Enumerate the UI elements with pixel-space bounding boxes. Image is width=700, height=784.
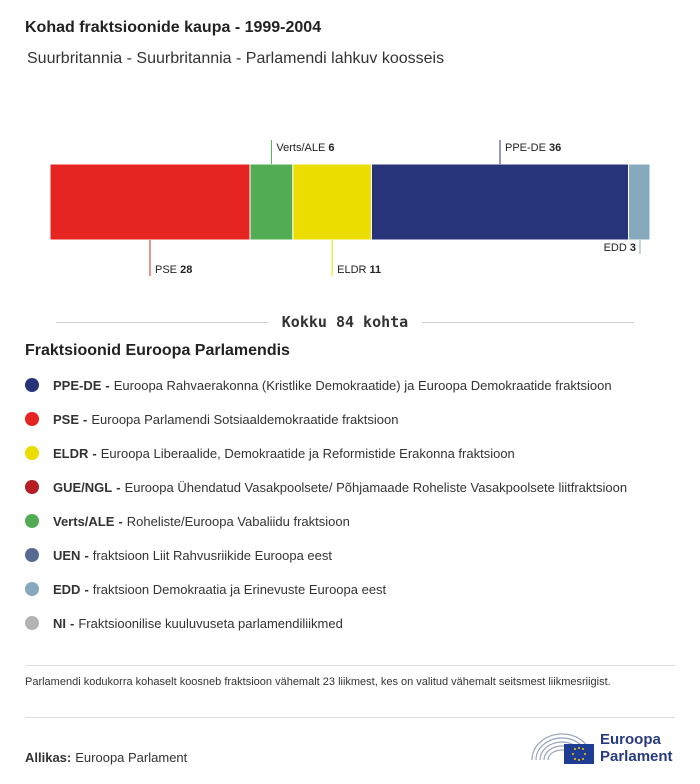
bar-value-label [604,242,636,254]
legend-swatch [25,582,39,596]
legend-separator: - [84,547,89,563]
bar-segment [371,164,628,240]
bar-label-value: 36 [549,142,562,154]
legend-item [25,436,690,470]
bar-label-name: PSE [155,264,181,276]
legend-swatch [25,548,39,562]
source-line [25,750,187,765]
bar-label-name: PPE-DE [505,142,550,154]
legend-abbr: UEN [53,547,81,563]
legend-title: Fraktsioonid Euroopa Parlamendis [25,342,290,359]
source-value: Euroopa Parlament [75,750,188,765]
footnote: Parlamendi kodukorra kohaselt koosneb fraktsioon vähemalt 23 liikmest, kes on valitud vähemalt seitsmest liikmesriigist. [25,676,611,688]
chart-title: Kohad fraktsioonide kaupa - 1999-2004 [25,19,322,36]
legend-separator: - [118,513,123,529]
bar-value-label [276,142,334,154]
bar-label-value: 6 [328,142,335,154]
legend-item [25,538,690,572]
legend-item [25,402,690,436]
bar-label-value: 28 [180,264,193,276]
bar-segment [629,164,650,240]
legend-separator: - [92,445,97,461]
legend-abbr: GUE/NGL [53,479,113,495]
logo-line-1: Euroopa [600,731,661,748]
footnote-bottom-divider [25,717,675,718]
bar-value-label [505,142,561,154]
bar-segment [50,164,250,240]
total-seats-label: Kokku 84 kohta [281,313,409,331]
legend-swatch [25,446,39,460]
legend-description: Roheliste/Euroopa Vabaliidu fraktsioon [126,513,350,529]
legend-description: Fraktsioonilise kuuluvuseta parlamendiliikmed [78,615,343,631]
bar-label-name: Verts/ALE [276,142,329,154]
group-legend [25,368,690,640]
legend-abbr: NI [53,615,66,631]
european-parliament-logo [528,728,688,768]
logo-wordmark [600,731,673,765]
legend-item [25,572,690,606]
bar-value-label [155,264,192,276]
total-left-rule [56,322,268,323]
footnote-top-divider [25,665,675,666]
legend-description: Euroopa Liberaalide, Demokraatide ja Reformistide Erakonna fraktsioon [100,445,515,461]
legend-item [25,504,690,538]
chart-subtitle: Suurbritannia - Suurbritannia - Parlamendi lahkuv koosseis [27,50,445,67]
seat-bar-chart [0,130,700,290]
bar-segment [250,164,293,240]
bar-label-name: EDD [603,242,630,254]
legend-separator: - [83,411,88,427]
legend-description: Euroopa Parlamendi Sotsiaaldemokraatide fraktsioon [91,411,399,427]
legend-description: Euroopa Ühendatud Vasakpoolsete/ Põhjamaade Roheliste Vasakpoolsete liitfraktsioon [124,479,628,495]
legend-abbr: PPE-DE [53,377,102,393]
legend-separator: - [84,581,89,597]
legend-item [25,470,690,504]
bar-label-value: 3 [629,242,636,254]
legend-swatch [25,616,39,630]
source-label: Allikas: [25,750,72,765]
bar-segment [293,164,372,240]
total-seats-row [56,312,634,332]
legend-abbr: Verts/ALE [53,513,115,529]
bar-value-label [337,264,381,276]
bar-label-name: ELDR [337,264,370,276]
legend-description: fraktsioon Demokraatia ja Erinevuste Euroopa eest [92,581,387,597]
legend-description: Euroopa Rahvaerakonna (Kristlike Demokraatide) ja Euroopa Demokraatide fraktsioon [113,377,612,393]
legend-item [25,606,690,640]
legend-swatch [25,412,39,426]
legend-separator: - [105,377,110,393]
hemicycle-icon [528,728,596,768]
legend-item [25,368,690,402]
legend-description: fraktsioon Liit Rahvusriikide Euroopa eest [92,547,332,563]
legend-swatch [25,378,39,392]
legend-abbr: ELDR [53,445,89,461]
legend-separator: - [116,479,121,495]
legend-abbr: EDD [53,581,81,597]
legend-abbr: PSE [53,411,80,427]
legend-swatch [25,514,39,528]
legend-swatch [25,480,39,494]
legend-separator: - [70,615,75,631]
bar-label-value: 11 [369,264,382,276]
total-right-rule [422,322,634,323]
logo-line-2: Parlament [600,748,673,765]
